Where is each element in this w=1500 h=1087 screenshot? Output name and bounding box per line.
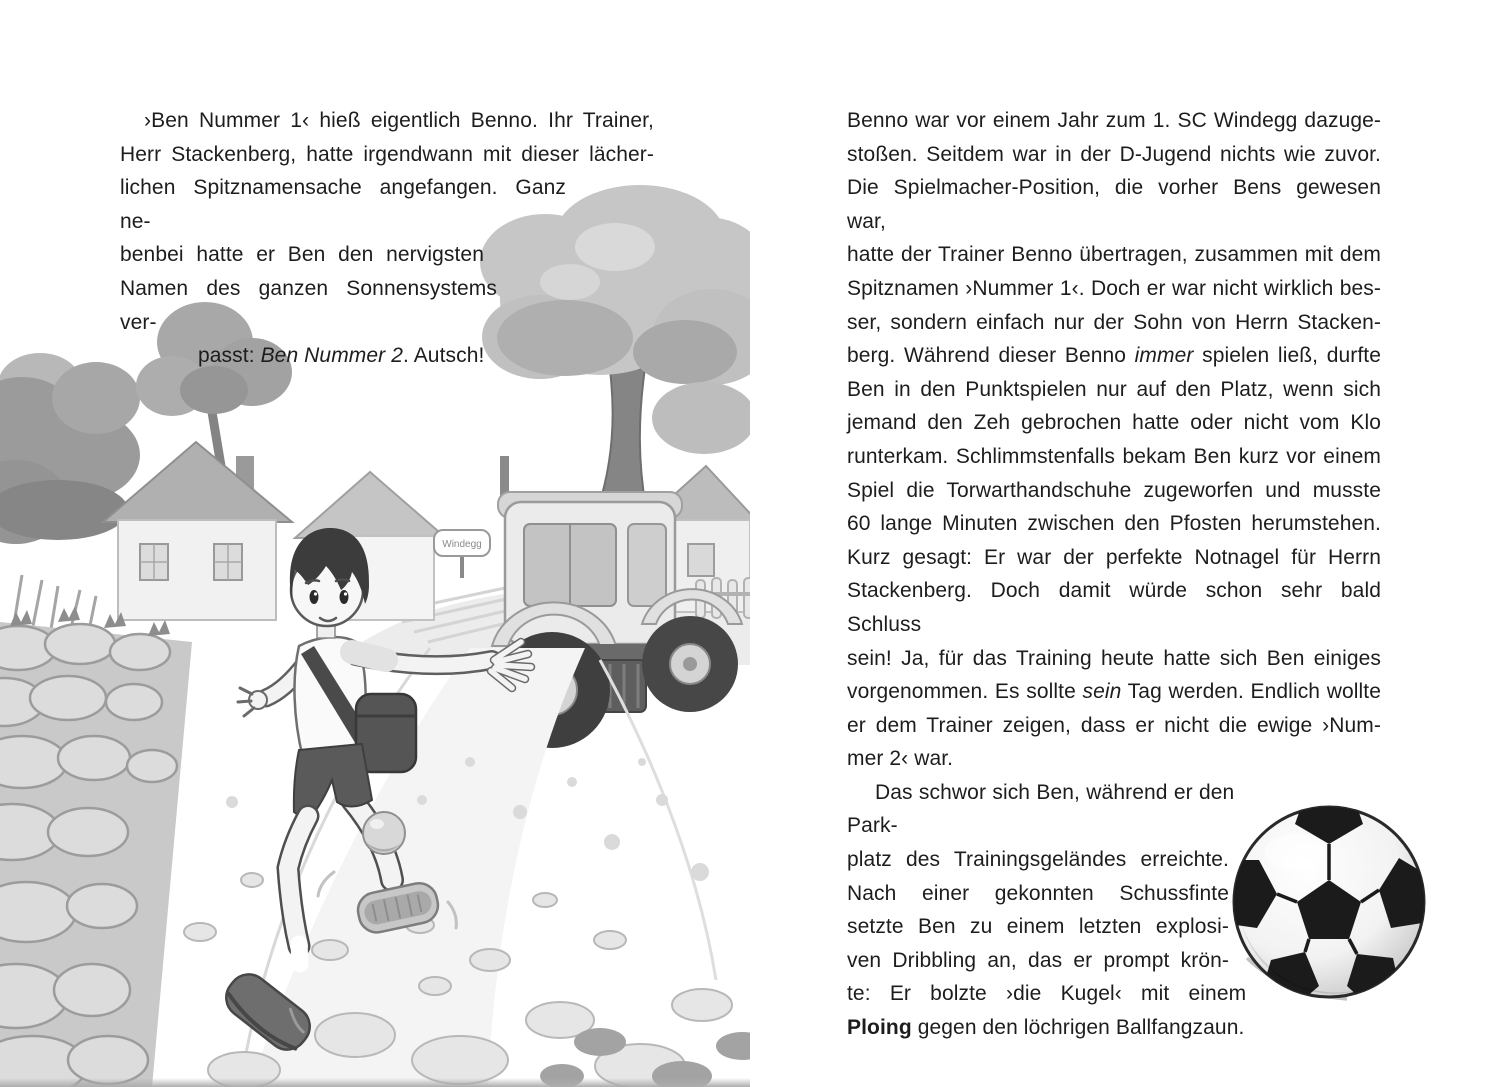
text-line: Benno war vor einem Jahr zum 1. SC Windegg dazuge- bbox=[847, 109, 1381, 132]
text-line: 60 lange Minuten zwischen den Pfosten herumstehen. bbox=[847, 512, 1381, 536]
text-line: Herr Stackenberg, hatte irgendwann mit dieser lächer- bbox=[120, 142, 654, 166]
text-line: mer 2‹ war. bbox=[847, 747, 954, 771]
text-line: Ben in den Punktspielen nur auf den Platz, wenn sich bbox=[847, 377, 1381, 401]
text-line: lichen Spitznamensache angefangen. Ganz ne- bbox=[120, 176, 566, 233]
text-line: runterkam. Schlimmstenfalls bekam Ben kurz vor einem bbox=[847, 444, 1381, 468]
text-line: Namen des ganzen Sonnensystems ver- bbox=[120, 276, 497, 334]
text-line: te: Er bolzte ›die Kugel‹ mit einem bbox=[847, 982, 1247, 1006]
text-line: benbei hatte er Ben den nervigsten bbox=[120, 243, 484, 267]
text-line: jemand den Zeh gebrochen hatte oder nicht vom Klo bbox=[847, 411, 1381, 435]
village-sign bbox=[434, 530, 490, 578]
text-line: berg. Während dieser Benno immer spielen ließ, durfte bbox=[847, 344, 1381, 368]
text-line: ›Ben Nummer 1‹ hieß eigentlich Benno. Ihr Trainer, bbox=[144, 109, 654, 132]
right-page bbox=[750, 0, 1500, 1087]
text-line: Das schwor sich Ben, während er den Park- bbox=[847, 780, 1235, 838]
text-line: Spitznamen ›Nummer 1‹. Doch er war nicht wirklich bes- bbox=[847, 276, 1381, 300]
soccer-ball-illustration bbox=[1229, 802, 1429, 1002]
text-line: Stackenberg. Doch damit würde schon sehr bald Schluss bbox=[847, 579, 1381, 636]
right-page-text bbox=[847, 104, 1381, 1045]
text-line: hatte der Trainer Benno übertragen, zusammen mit dem bbox=[847, 243, 1381, 267]
right-page-paragraph-2 bbox=[847, 776, 1381, 1045]
text-line: ser, sondern einfach nur der Sohn von Herrn Stacken- bbox=[847, 310, 1381, 334]
village-sign-label: Windegg bbox=[442, 539, 482, 550]
text-line: Nach einer gekonnten Schussfinte bbox=[847, 881, 1229, 905]
left-page-paragraph bbox=[120, 104, 654, 373]
stone-wall bbox=[0, 606, 192, 1087]
text-line: sein! Ja, für das Training heute hatte sich Ben einiges bbox=[847, 646, 1381, 670]
text-line: setzte Ben zu einem letzten explosi- bbox=[847, 915, 1229, 939]
text-line: Die Spielmacher-Position, die vorher Bens gewesen war, bbox=[847, 176, 1381, 233]
text-line: stoßen. Seitdem war in der D-Jugend nichts wie zuvor. bbox=[847, 142, 1381, 166]
text-line: Spiel die Torwarthandschuhe zugeworfen und musste bbox=[847, 478, 1381, 502]
page-bottom-edge bbox=[0, 1078, 750, 1087]
text-line: ven Dribbling an, das er prompt krön- bbox=[847, 948, 1229, 972]
text-line: vorgenommen. Es sollte sein Tag werden. Endlich wollte bbox=[847, 680, 1382, 704]
right-page-paragraph-1 bbox=[847, 104, 1381, 776]
kick-ball bbox=[363, 812, 405, 854]
text-line: Ploing gegen den löchrigen Ballfangzaun. bbox=[847, 1016, 1245, 1040]
text-line: er dem Trainer zeigen, dass er nicht die ewige ›Num- bbox=[847, 713, 1381, 737]
soccer-ball-container bbox=[1229, 802, 1429, 1002]
text-line: passt: Ben Nummer 2. Autsch! bbox=[198, 344, 485, 368]
text-line: Kurz gesagt: Er war der perfekte Notnagel für Herrn bbox=[847, 545, 1381, 569]
text-line: platz des Trainingsgeländes erreichte. bbox=[847, 848, 1229, 872]
